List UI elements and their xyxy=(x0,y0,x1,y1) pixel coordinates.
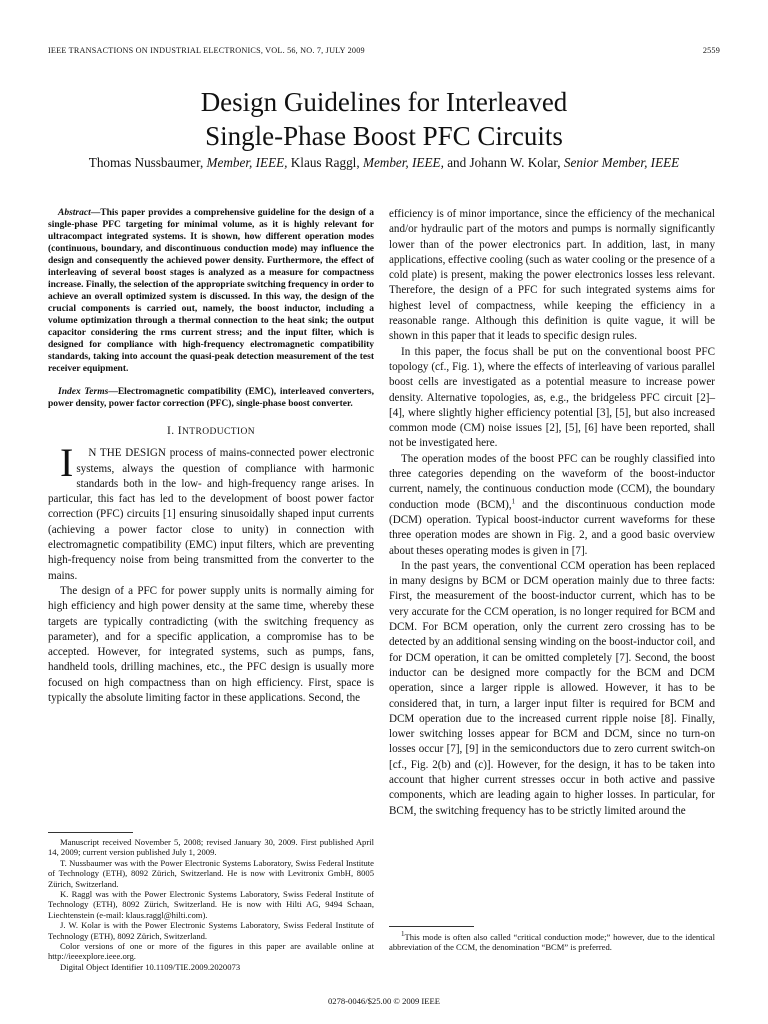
index-terms-label: Index Terms xyxy=(58,387,109,397)
right-paragraph-4: In the past years, the conventional CCM operation has been replaced in many designs by BCM or DCM operation mainly due to three facts: First, the measurement of the boost-inductor current, which has to be very accurate for the CCM operation, is no longer required for BCM and DCM. For BCM operation, only the current zero crossing has to be detected by an additional sensing winding on the boost-inductor coil, and for DCM operation, it can be omitted completely [7]. Second, the boost inductor can be designed more compactly for the BCM and DCM operation, since a larger ripple is allowed. However, it has to be considered that, in turn, a larger input filter is required for BCM and DCM operation due to the increased current ripple noise [8]. Finally, lower switching losses appear for BCM and DCM, since no turn-on losses occur [7], [9] in the semiconductors due to zero current switch-on [cf., Fig. 2(b) and (c)]. However, for the design, it has to be taken into account that higher current stresses occur in both active and passive components, which are leading again to higher losses. In particular, for BCM, the switching frequency has to be strictly limited around the xyxy=(389,559,715,817)
right-footnote-number: 1 xyxy=(401,930,405,939)
footnote-manuscript: Manuscript received November 5, 2008; revised January 30, 2009. First published April 14, 2009; current version published July 1, 2009. xyxy=(48,837,374,858)
p3-part-b: and the discontinuous conduction mode (DCM) operation. Typical boost-inductor current waveforms for these three operation modes are shown in Fig. 2, and a good basic overview about theses operating modes is given in [7]. xyxy=(389,498,716,557)
left-column xyxy=(48,207,374,706)
author-3: and Johann W. Kolar, xyxy=(447,155,561,170)
footnote-doi: Digital Object Identifier 10.1109/TIE.2009.2020073 xyxy=(60,961,241,972)
title-line-1: Design Guidelines for Interleaved xyxy=(200,87,568,117)
right-footnote xyxy=(389,932,715,953)
author-1: Thomas Nussbaumer, xyxy=(88,155,204,170)
p3-part-a: The operation modes of the boost PFC can be roughly classified into three categories depending on the waveform of the boost-inductor current, namely, the continuous conduction mode (CCM), the boundary conduction mode (BCM), xyxy=(389,452,715,511)
title-line-2: Single-Phase Boost PFC Circuits xyxy=(205,121,563,151)
index-terms xyxy=(48,386,374,410)
section-numeral: I. xyxy=(166,425,175,437)
footnote-divider-left xyxy=(48,832,133,833)
section-first-letter: I xyxy=(177,425,182,437)
abstract xyxy=(48,207,374,375)
drop-cap: I xyxy=(60,440,74,486)
right-paragraph-3 xyxy=(389,452,715,559)
right-paragraph-2: In this paper, the focus shall be put on the conventional boost PFC topology (cf., Fig. 1), where the effects of interleaving of various parallel boost cells are investigated as a potential measure to increase power density. Alternative topologies, as, e.g., the bridgeless PFC circuit [2]–[4], where slightly higher efficiency potential [3], [5], but also increased common mode (CM) noise issues [2], [5], [6] have been reported, shall not be investigated here. xyxy=(389,345,715,450)
section-rest: NTRODUCTION xyxy=(182,427,256,437)
intro-lead: N THE DESIGN xyxy=(88,447,166,460)
right-paragraph-1: efficiency is of minor importance, since the efficiency of the mechanical and/or hydraulic part of the motors and pumps is normally significantly lower than of the power electronics part. In addition, last, in many applications, effective cooling (such as water cooling or the presence of a cold plate) is present, making the power electronics losses less relevant. Therefore, the design of a PFC for such integrated systems aims for highest level of compactness, while keeping the efficiency in a reasonable range. Although this definition is quite vague, it will be shown in this paper that it leads to specific design rules. xyxy=(389,208,715,343)
page-number: 2559 xyxy=(702,46,720,55)
abstract-label: Abstract xyxy=(58,208,91,218)
abstract-dash: — xyxy=(90,208,101,218)
section-heading-introduction xyxy=(48,424,374,440)
index-terms-text: Electromagnetic compatibility (EMC), interleaved converters, power density, power factor correction (PFC), single-phase boost converter. xyxy=(48,387,374,409)
intro-p1-text: process of mains-connected power electronic systems, always the question of compliance with harmonic standards both in the low- and high-frequency range arises. In particular, this fact has led to the development of boost power factor correction (PFC) circuits [1] ensuring sinusoidally shaped input currents (achieving a power factor close to unity) in connection with electromagnetic compatibility (EMC) input filters, which are preventing high-frequency noise from being transmitted from the converter to the mains. xyxy=(48,447,374,582)
right-column xyxy=(389,207,715,819)
copyright-line: 0278-0046/$25.00 © 2009 IEEE xyxy=(327,996,441,1006)
running-header xyxy=(48,46,720,60)
journal-name: IEEE TRANSACTIONS ON INDUSTRIAL ELECTRONICS, VOL. 56, NO. 7, JULY 2009 xyxy=(48,46,365,55)
author-line xyxy=(0,154,768,172)
index-terms-dash: — xyxy=(108,387,118,397)
author-2: Klaus Raggl, xyxy=(290,155,360,170)
intro-paragraph-1 xyxy=(48,440,374,584)
left-footnotes xyxy=(48,837,374,972)
footnote-marker: 1 xyxy=(511,496,516,505)
author-2-role: Member, IEEE, xyxy=(362,155,444,170)
abstract-text: This paper provides a comprehensive guideline for the design of a single-phase PFC targeting for minimal volume, as it is highly relevant for ultracompact integrated systems. It is shown, how different operation modes (continuous, boundary, and discontinuous conduction mode) may influence the design and consequently the achieved power density. Furthermore, the effect of interleaving of several boost stages is analyzed as a measure for compactness increase. Finally, the selection of the appropriate switching frequency in order to achieve an overall optimized system is discussed. In this way, the design of the crucial components is carried out, namely, the boost inductor, including a volume optimization through a thermal connection to the heat sink; the output capacitor considering the rms current stress; and the input filter, which is designed for compliance with high-frequency electromagnetic compatibility standards, taking into account the quasi-peak detection measurement of the test receiver equipment. xyxy=(48,208,374,374)
author-1-role: Member, IEEE, xyxy=(206,155,288,170)
intro-paragraph-2: The design of a PFC for power supply units is normally aiming for high efficiency and high power density at the same time, whereby these targets are typically contradicting (with the switching frequency as parameter), and for a specific application, a compromise has to be accepted. However, for integrated systems, such as pumps, fans, handheld tools, drilling machines, etc., the PFC design is usually more focused on high compactness than on high efficiency. First, space is typically the absolute limiting factor in these applications. Second, the xyxy=(48,584,374,705)
footnote-color-versions: Color versions of one or more of the figures in this paper are available online at http://ieeexplore.ieee.org. xyxy=(48,941,374,962)
author-3-role: Senior Member, IEEE xyxy=(563,155,680,170)
footnote-kolar: J. W. Kolar is with the Power Electronic Systems Laboratory, Swiss Federal Institute of Technology (ETH), 8092 Zürich, Switzerland. xyxy=(48,920,374,941)
footnote-nussbaumer: T. Nussbaumer was with the Power Electronic Systems Laboratory, Swiss Federal Institute of Technology (ETH), 8092 Zürich, Switzerland. He is now with Levitronix GmbH, 8005 Zürich, Switzerland. xyxy=(48,857,374,889)
right-footnote-text: This mode is often also called “critical conduction mode;” however, due to the identical abbreviation of the CCM, the denomination “BCM” is preferred. xyxy=(389,932,715,953)
paper-title xyxy=(0,85,768,153)
footnote-divider-right xyxy=(389,926,474,927)
footnote-raggl: K. Raggl was with the Power Electronic Systems Laboratory, Swiss Federal Institute of Technology (ETH), 8092 Zürich, Switzerland. He is now with Hilti AG, 9494 Schaan, Liechtenstein (e-mail: klaus.raggl@hilti.com). xyxy=(48,889,374,920)
